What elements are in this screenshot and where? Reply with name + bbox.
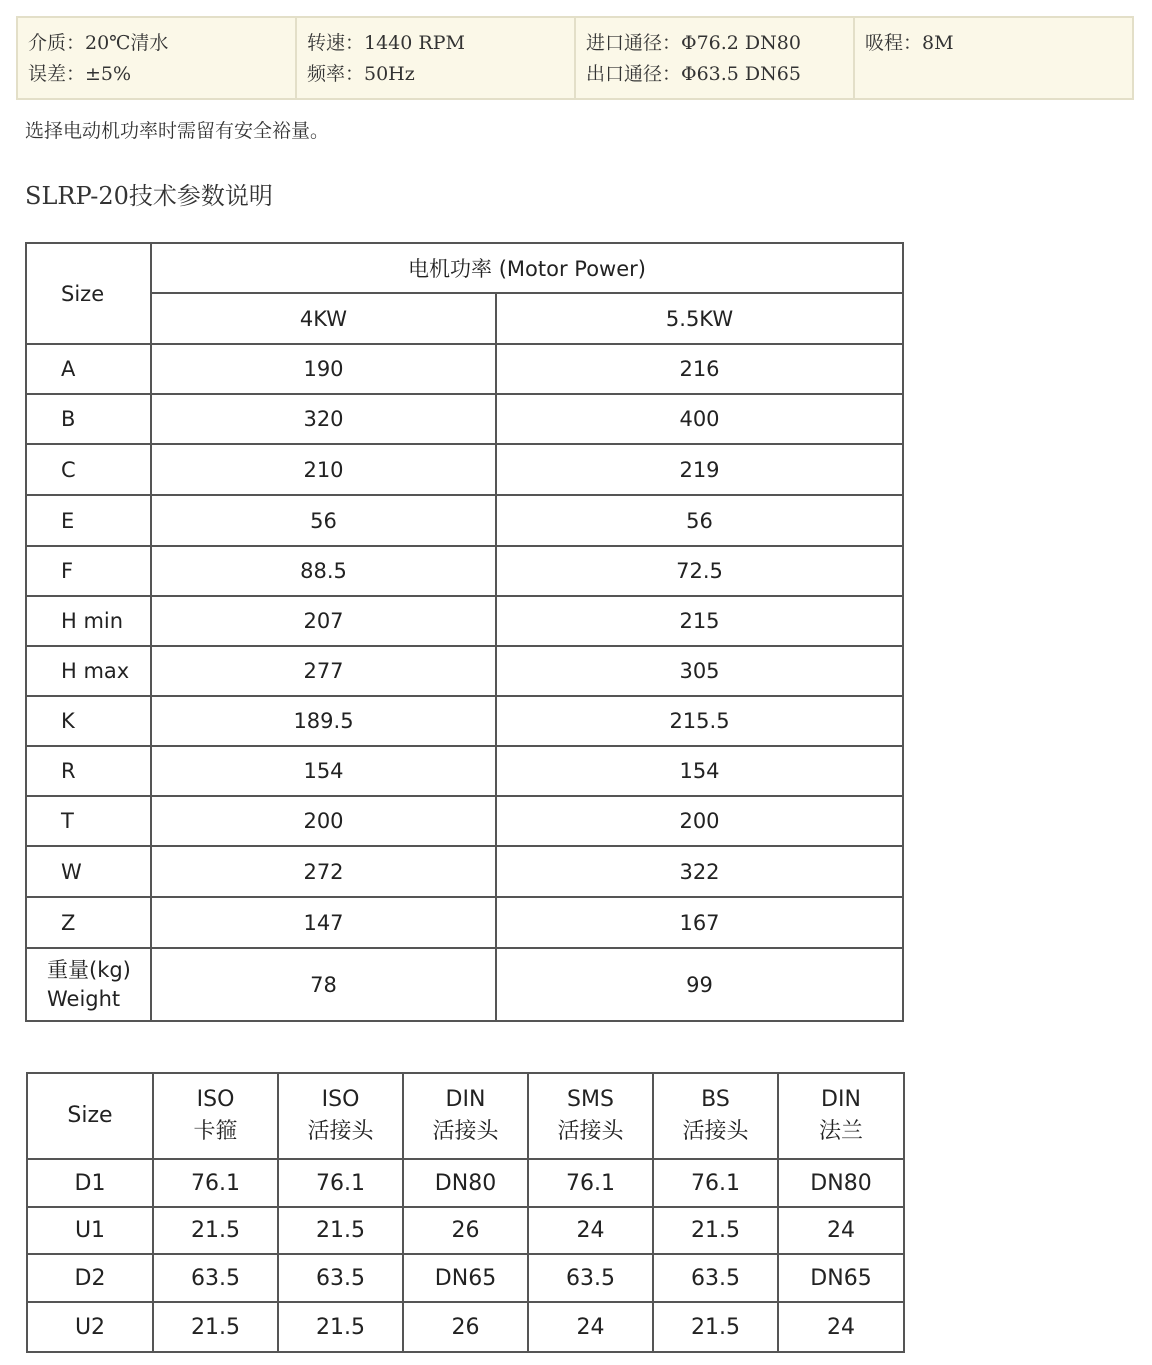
connection-size-header: Size (27, 1073, 153, 1159)
dimension-label: F (26, 546, 151, 596)
test-conditions-bar (16, 16, 1134, 100)
connection-column-header (403, 1073, 528, 1159)
table-row (27, 1159, 904, 1207)
dimension-value-4kw: 189.5 (151, 696, 496, 746)
table-row (27, 1254, 904, 1302)
condition-cell-speed (297, 18, 576, 98)
connection-value: 24 (778, 1302, 904, 1352)
table-row (26, 897, 903, 948)
connection-column-line1: SMS (567, 1087, 614, 1112)
connection-value: 76.1 (278, 1159, 403, 1207)
dimension-value-5-5kw: 215.5 (496, 696, 903, 746)
power-column-4kw: 4KW (151, 293, 496, 344)
connection-column-line1: ISO (321, 1087, 360, 1112)
connection-column-line2: 卡箍 (193, 1119, 238, 1144)
table-row (26, 646, 903, 696)
connection-value: 76.1 (528, 1159, 653, 1207)
connection-value: 21.5 (153, 1302, 278, 1352)
table-row (26, 344, 903, 394)
dimension-value-4kw: 277 (151, 646, 496, 696)
condition-medium: 介质：20℃清水 (28, 32, 169, 54)
connection-value: 63.5 (653, 1254, 778, 1302)
connection-value: 76.1 (153, 1159, 278, 1207)
weight-label-en: Weight (47, 986, 121, 1011)
dimension-value-5-5kw: 305 (496, 646, 903, 696)
connection-header-row (27, 1073, 904, 1159)
table-header-row (26, 243, 903, 293)
connection-value: 24 (778, 1207, 904, 1254)
dimension-value-5-5kw: 154 (496, 746, 903, 796)
dimension-value-5-5kw: 219 (496, 444, 903, 495)
connection-value: 63.5 (153, 1254, 278, 1302)
connection-column-line2: 活接头 (307, 1119, 374, 1144)
dimension-value-4kw: 88.5 (151, 546, 496, 596)
connection-column-header (153, 1073, 278, 1159)
table-row (26, 495, 903, 546)
dimension-value-4kw: 207 (151, 596, 496, 646)
dimension-label: B (26, 394, 151, 444)
dimension-label: C (26, 444, 151, 495)
connection-row-label: D2 (27, 1254, 153, 1302)
dimension-value-4kw: 200 (151, 796, 496, 846)
table-row (26, 846, 903, 897)
dimension-value-5-5kw: 215 (496, 596, 903, 646)
table-header-row (26, 293, 903, 344)
connection-column-line2: 活接头 (432, 1119, 499, 1144)
dimension-value-4kw: 147 (151, 897, 496, 948)
condition-outlet: 出口通径：Φ63.5 DN65 (586, 63, 801, 85)
connection-value: DN65 (403, 1254, 528, 1302)
connection-value: 21.5 (653, 1207, 778, 1254)
condition-frequency: 频率：50Hz (307, 63, 415, 85)
connection-value: 21.5 (653, 1302, 778, 1352)
dimension-label: T (26, 796, 151, 846)
connection-table (26, 1072, 905, 1353)
dimension-value-4kw: 320 (151, 394, 496, 444)
weight-label (26, 948, 151, 1021)
condition-cell-ports (576, 18, 855, 98)
connection-column-line1: ISO (196, 1087, 235, 1112)
dimension-label: Z (26, 897, 151, 948)
table-row (26, 444, 903, 495)
connection-column-line2: 活接头 (557, 1119, 624, 1144)
size-header: Size (26, 243, 151, 344)
connection-column-line1: DIN (821, 1087, 861, 1112)
connection-value: 21.5 (278, 1207, 403, 1254)
dimension-value-4kw: 56 (151, 495, 496, 546)
connection-value: DN65 (778, 1254, 904, 1302)
dimension-value-5-5kw: 56 (496, 495, 903, 546)
dimension-value-5-5kw: 167 (496, 897, 903, 948)
connection-value: 76.1 (653, 1159, 778, 1207)
connection-value: 21.5 (278, 1302, 403, 1352)
motor-power-header: 电机功率 (Motor Power) (151, 243, 903, 293)
weight-row (26, 948, 903, 1021)
dimension-value-4kw: 272 (151, 846, 496, 897)
table-row (26, 596, 903, 646)
table-row (26, 546, 903, 596)
power-column-5-5kw: 5.5KW (496, 293, 903, 344)
connection-value: DN80 (778, 1159, 904, 1207)
connection-value: 63.5 (278, 1254, 403, 1302)
dimension-table (25, 242, 904, 1022)
connection-row-label: U1 (27, 1207, 153, 1254)
dimension-table-body (26, 344, 903, 948)
condition-speed: 转速：1440 RPM (307, 32, 465, 54)
table-row (27, 1207, 904, 1254)
connection-column-line1: DIN (445, 1087, 486, 1112)
weight-value-5-5kw: 99 (496, 948, 903, 1021)
condition-tolerance: 误差：±5% (28, 63, 132, 85)
condition-suction: 吸程：8M (865, 32, 954, 54)
dimension-value-4kw: 210 (151, 444, 496, 495)
condition-cell-medium (18, 18, 297, 98)
dimension-value-5-5kw: 400 (496, 394, 903, 444)
table-row (26, 394, 903, 444)
condition-inlet: 进口通径：Φ76.2 DN80 (586, 32, 801, 54)
connection-value: 26 (403, 1302, 528, 1352)
weight-value-4kw: 78 (151, 948, 496, 1021)
connection-value: 24 (528, 1207, 653, 1254)
dimension-value-4kw: 154 (151, 746, 496, 796)
connection-value: 21.5 (153, 1207, 278, 1254)
connection-table-body (27, 1159, 904, 1352)
connection-column-header (528, 1073, 653, 1159)
connection-value: 26 (403, 1207, 528, 1254)
connection-column-line2: 活接头 (682, 1119, 749, 1144)
dimension-value-5-5kw: 216 (496, 344, 903, 394)
connection-column-header (278, 1073, 403, 1159)
dimension-value-4kw: 190 (151, 344, 496, 394)
connection-column-header (778, 1073, 904, 1159)
dimension-value-5-5kw: 72.5 (496, 546, 903, 596)
dimension-label: H max (26, 646, 151, 696)
table-row (26, 746, 903, 796)
connection-value: DN80 (403, 1159, 528, 1207)
dimension-label: K (26, 696, 151, 746)
condition-cell-suction (855, 18, 1132, 98)
dimension-label: W (26, 846, 151, 897)
dimension-label: E (26, 495, 151, 546)
connection-value: 63.5 (528, 1254, 653, 1302)
connection-row-label: D1 (27, 1159, 153, 1207)
connection-value: 24 (528, 1302, 653, 1352)
dimension-label: H min (26, 596, 151, 646)
weight-label-cn: 重量(kg) (47, 957, 131, 982)
connection-column-line2: 法兰 (818, 1119, 863, 1144)
dimension-value-5-5kw: 200 (496, 796, 903, 846)
connection-column-line1: BS (701, 1087, 730, 1112)
section-heading: SLRP-20技术参数说明 (25, 182, 273, 210)
table-row (27, 1302, 904, 1352)
dimension-value-5-5kw: 322 (496, 846, 903, 897)
table-row (26, 696, 903, 746)
table-row (26, 796, 903, 846)
dimension-label: R (26, 746, 151, 796)
connection-row-label: U2 (27, 1302, 153, 1352)
connection-column-header (653, 1073, 778, 1159)
safety-note: 选择电动机功率时需留有安全裕量。 (25, 120, 330, 142)
dimension-label: A (26, 344, 151, 394)
